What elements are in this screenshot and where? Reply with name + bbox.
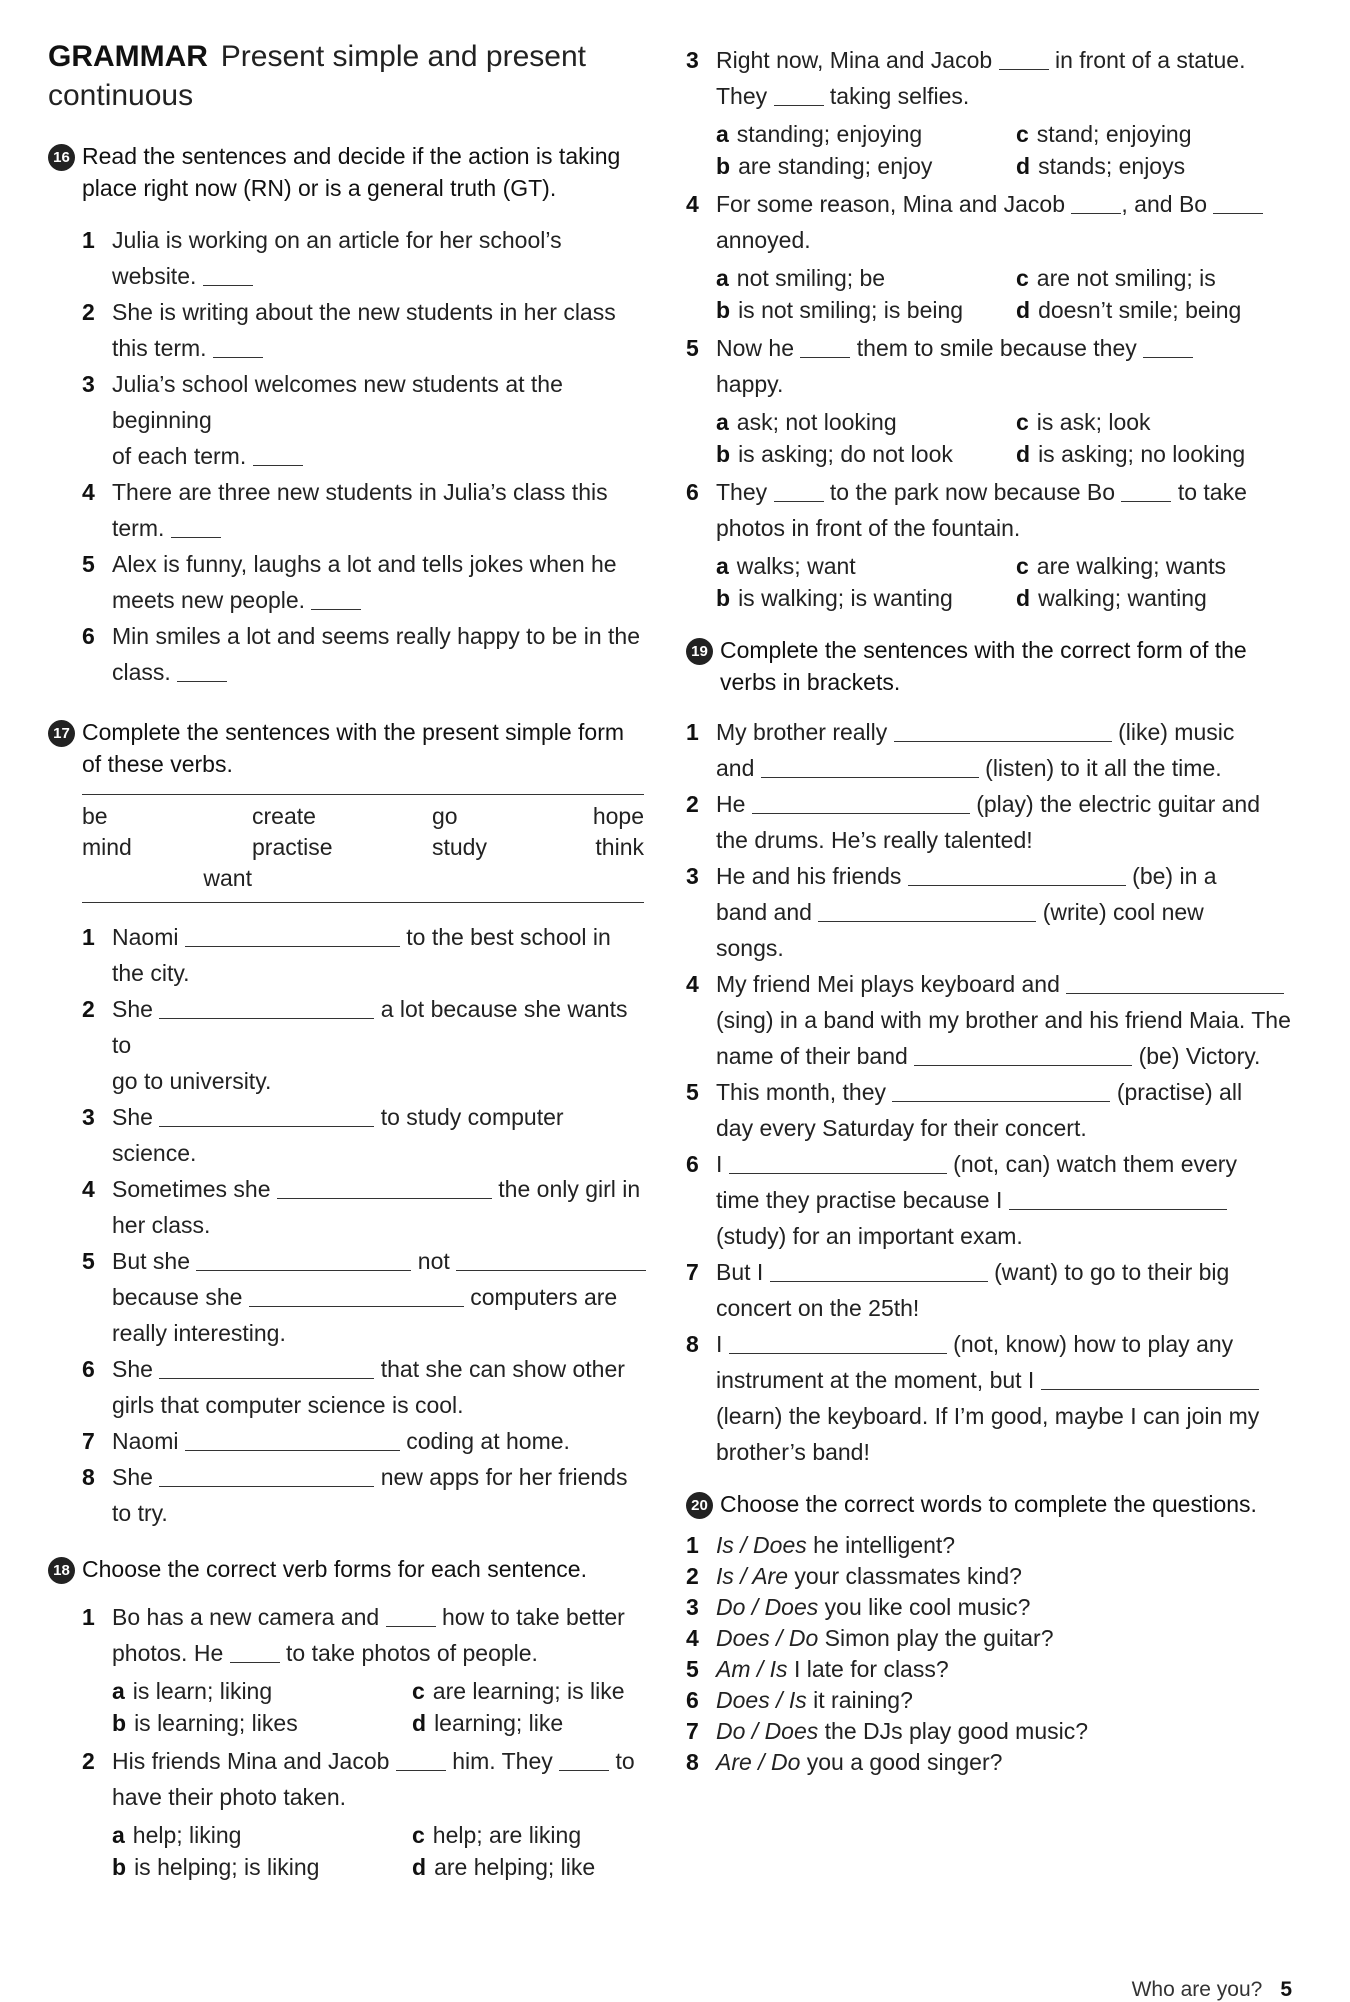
answer-blank[interactable]: [999, 47, 1049, 70]
word: create: [252, 803, 316, 829]
word-box: [82, 794, 644, 903]
answer-blank[interactable]: [770, 1259, 988, 1282]
option-a[interactable]: a help; liking: [112, 1822, 242, 1848]
list-item: 6 Min smiles a lot and seems really happy to be in the class.: [82, 623, 640, 685]
word-choice[interactable]: Do / Does: [716, 1594, 819, 1620]
exercise-16-heading: 16 Read the sentences and decide if the action is taking place right now (RN) or is a general truth (GT).: [48, 140, 648, 204]
option-d[interactable]: d learning; like: [412, 1710, 564, 1736]
answer-blank[interactable]: [908, 863, 1126, 886]
option-c[interactable]: c help; are liking: [412, 1822, 582, 1848]
answer-blank[interactable]: [311, 587, 361, 610]
option-b[interactable]: b is learning; likes: [112, 1710, 298, 1736]
option-d[interactable]: d is asking; no looking: [1016, 441, 1246, 467]
list-item: 6 I (not, can) watch them every time they practise because I (study) for an important exam.: [686, 1151, 1237, 1249]
list-item: 4 Does / Do Simon play the guitar?: [686, 1625, 1054, 1651]
word: hope: [592, 803, 644, 829]
exercise-17-items: [48, 919, 648, 1531]
answer-blank[interactable]: [456, 1248, 646, 1271]
answer-options: [686, 550, 1292, 614]
footer-section-title: Who are you?: [1131, 1978, 1263, 2001]
list-item: 2 She a lot because she wants to go to university.: [82, 996, 628, 1094]
list-item: 5 Am / Is I late for class?: [686, 1656, 949, 1682]
word: want: [203, 865, 252, 891]
option-a[interactable]: a walks; want: [716, 553, 856, 579]
option-c[interactable]: c are not smiling; is: [1016, 265, 1216, 291]
answer-blank[interactable]: [386, 1604, 436, 1627]
answer-blank[interactable]: [159, 996, 374, 1019]
list-item: 8 Are / Do you a good singer?: [686, 1749, 1003, 1775]
answer-blank[interactable]: [253, 443, 303, 466]
exercise-18-items: [48, 1599, 648, 1883]
exercise-18-heading: 18 Choose the correct verb forms for each sentence.: [48, 1553, 648, 1585]
answer-blank[interactable]: [171, 515, 221, 538]
word-choice[interactable]: Is / Does: [716, 1532, 807, 1558]
answer-blank[interactable]: [1041, 1367, 1259, 1390]
word-choice[interactable]: Are / Do: [716, 1749, 801, 1775]
list-item: 5 Alex is funny, laughs a lot and tells jokes when he meets new people.: [82, 551, 617, 613]
page-number: 5: [1280, 1978, 1292, 2001]
option-d[interactable]: d doesn’t smile; being: [1016, 297, 1242, 323]
answer-blank[interactable]: [1213, 191, 1263, 214]
list-item: 5 But she not because she computers are really interesting.: [48, 1243, 648, 1351]
word-choice[interactable]: Does / Do: [716, 1625, 819, 1651]
list-item: 4 There are three new students in Julia’s class this term.: [82, 479, 608, 541]
answer-blank[interactable]: [213, 335, 263, 358]
answer-blank[interactable]: [185, 924, 400, 947]
option-c[interactable]: c are learning; is like: [412, 1678, 625, 1704]
answer-blank[interactable]: [818, 899, 1036, 922]
list-item: 2 Is / Are your classmates kind?: [686, 1563, 1022, 1589]
exercise-19-items: [686, 714, 1292, 1470]
list-item: 4 For some reason, Mina and Jacob , and Bo annoyed.: [686, 186, 1292, 258]
list-item: 1 Julia is working on an article for her school’s website.: [82, 227, 562, 289]
word: think: [595, 834, 644, 860]
answer-blank[interactable]: [1066, 971, 1284, 994]
option-a[interactable]: a standing; enjoying: [716, 121, 923, 147]
answer-blank[interactable]: [185, 1428, 400, 1451]
exercise-number-badge: 18: [48, 1557, 75, 1584]
exercise-16-items: [48, 222, 648, 690]
exercise-19-heading: 19 Complete the sentences with the correct form of the verbs in brackets.: [686, 634, 1292, 698]
word-choice[interactable]: Am / Is: [716, 1656, 788, 1682]
option-c[interactable]: c are walking; wants: [1016, 553, 1226, 579]
exercise-20-heading: 20 Choose the correct words to complete the questions.: [686, 1488, 1292, 1520]
answer-blank[interactable]: [774, 479, 824, 502]
list-item: 6 They to the park now because Bo to take photos in front of the fountain.: [686, 479, 1247, 541]
right-column: [686, 0, 1292, 1778]
answer-blank[interactable]: [894, 719, 1112, 742]
answer-blank[interactable]: [203, 263, 253, 286]
answer-options: [48, 1675, 648, 1739]
option-b[interactable]: b is not smiling; is being: [716, 297, 964, 323]
list-item: 3 She to study computer science.: [82, 1104, 564, 1166]
list-item: 5 This month, they (practise) all day every Saturday for their concert.: [686, 1079, 1243, 1141]
answer-blank[interactable]: [159, 1356, 374, 1379]
list-item: 3 Right now, Mina and Jacob in front of a statue. They taking selfies.: [686, 47, 1246, 109]
option-a[interactable]: a not smiling; be: [716, 265, 886, 291]
answer-options: [686, 118, 1292, 182]
option-c[interactable]: c stand; enjoying: [1016, 121, 1192, 147]
list-item: 2 He (play) the electric guitar and the drums. He’s really talented!: [686, 791, 1260, 853]
option-c[interactable]: c is ask; look: [1016, 409, 1151, 435]
left-column: [48, 0, 648, 1887]
option-d[interactable]: d stands; enjoys: [1016, 153, 1186, 179]
word: study: [432, 834, 487, 860]
list-item: 3 He and his friends (be) in a band and (write) cool new songs.: [686, 863, 1217, 961]
list-item: 1 My brother really (like) music and (listen) to it all the time.: [686, 719, 1235, 781]
answer-blank[interactable]: [559, 1748, 609, 1771]
list-item: 2 She is writing about the new students in her class this term.: [82, 299, 616, 361]
answer-blank[interactable]: [159, 1104, 374, 1127]
answer-blank[interactable]: [774, 83, 824, 106]
exercise-20-items: [686, 1530, 1292, 1778]
option-a[interactable]: a is learn; liking: [112, 1678, 273, 1704]
answer-options: [686, 262, 1292, 326]
list-item: 4 My friend Mei plays keyboard and (sing) in a band with my brother and his friend Maia. The name of their band (be) Victory.: [686, 971, 1291, 1069]
list-item: 2 His friends Mina and Jacob him. They to have their photo taken.: [82, 1748, 635, 1810]
answer-blank[interactable]: [800, 335, 850, 358]
exercise-number-badge: 20: [686, 1492, 713, 1519]
answer-blank[interactable]: [729, 1151, 947, 1174]
exercise-number-badge: 17: [48, 720, 75, 747]
answer-blank[interactable]: [396, 1748, 446, 1771]
list-item: 7 Naomi coding at home.: [82, 1428, 570, 1454]
answer-blank[interactable]: [249, 1284, 464, 1307]
heading-title-line2: continuous: [48, 79, 194, 112]
answer-options: [686, 406, 1292, 470]
list-item: 1 Is / Does he intelligent?: [686, 1532, 956, 1558]
option-b[interactable]: b is asking; do not look: [716, 441, 953, 467]
word: be: [82, 803, 108, 829]
list-item: 1 Bo has a new camera and how to take better photos. He to take photos of people.: [82, 1604, 625, 1666]
word-choice[interactable]: Do / Does: [716, 1718, 819, 1744]
heading-title-line1: Present simple and present: [220, 40, 586, 73]
page-footer: [1132, 1978, 1292, 2002]
answer-blank[interactable]: [1143, 335, 1193, 358]
answer-blank[interactable]: [761, 755, 979, 778]
word: mind: [82, 834, 132, 860]
list-item: 3 Do / Does you like cool music?: [686, 1594, 1031, 1620]
word: practise: [252, 834, 333, 860]
answer-blank[interactable]: [914, 1043, 1132, 1066]
word-choice[interactable]: Does / Is: [716, 1687, 807, 1713]
list-item: 3 Julia’s school welcomes new students at the beginning of each term.: [82, 371, 563, 469]
answer-blank[interactable]: [729, 1331, 947, 1354]
option-d[interactable]: d are helping; like: [412, 1854, 596, 1880]
option-b[interactable]: b are standing; enjoy: [716, 153, 933, 179]
exercise-number-badge: 16: [48, 144, 75, 171]
exercise-number-badge: 19: [686, 638, 713, 665]
answer-blank[interactable]: [752, 791, 970, 814]
list-item: 7 Do / Does the DJs play good music?: [686, 1718, 1089, 1744]
list-item: 7 But I (want) to go to their big concert on the 25th!: [686, 1259, 1230, 1321]
answer-blank[interactable]: [177, 659, 227, 682]
option-d[interactable]: d walking; wanting: [1016, 585, 1207, 611]
list-item: 1 Naomi to the best school in the city.: [82, 924, 611, 986]
list-item: 6 Does / Is it raining?: [686, 1687, 913, 1713]
list-item: 5 Now he them to smile because they happy.: [686, 330, 1292, 402]
list-item: 4 Sometimes she the only girl in her class.: [82, 1176, 641, 1238]
list-item: 8 She new apps for her friends to try.: [82, 1464, 628, 1526]
list-item: 6 She that she can show other girls that computer science is cool.: [82, 1356, 625, 1418]
answer-blank[interactable]: [1009, 1187, 1227, 1210]
option-a[interactable]: a ask; not looking: [716, 409, 897, 435]
answer-blank[interactable]: [230, 1640, 280, 1663]
exercise-18-continued: [686, 42, 1292, 614]
word-choice[interactable]: Is / Are: [716, 1563, 788, 1589]
exercise-17-heading: 17 Complete the sentences with the present simple form of these verbs.: [48, 716, 648, 780]
word: go: [432, 803, 458, 829]
answer-blank[interactable]: [1071, 191, 1121, 214]
answer-blank[interactable]: [159, 1464, 374, 1487]
list-item: 8 I (not, know) how to play any instrument at the moment, but I (learn) the keyboard. If I’m good, maybe I can join my brother’s band!: [686, 1331, 1260, 1465]
page-heading: [48, 38, 648, 116]
option-b[interactable]: b is walking; is wanting: [716, 585, 953, 611]
grammar-label: GRAMMAR: [48, 40, 208, 73]
answer-options: [48, 1819, 648, 1883]
answer-blank[interactable]: [277, 1176, 492, 1199]
answer-blank[interactable]: [892, 1079, 1110, 1102]
option-b[interactable]: b is helping; is liking: [112, 1854, 320, 1880]
answer-blank[interactable]: [1121, 479, 1171, 502]
answer-blank[interactable]: [196, 1248, 411, 1271]
